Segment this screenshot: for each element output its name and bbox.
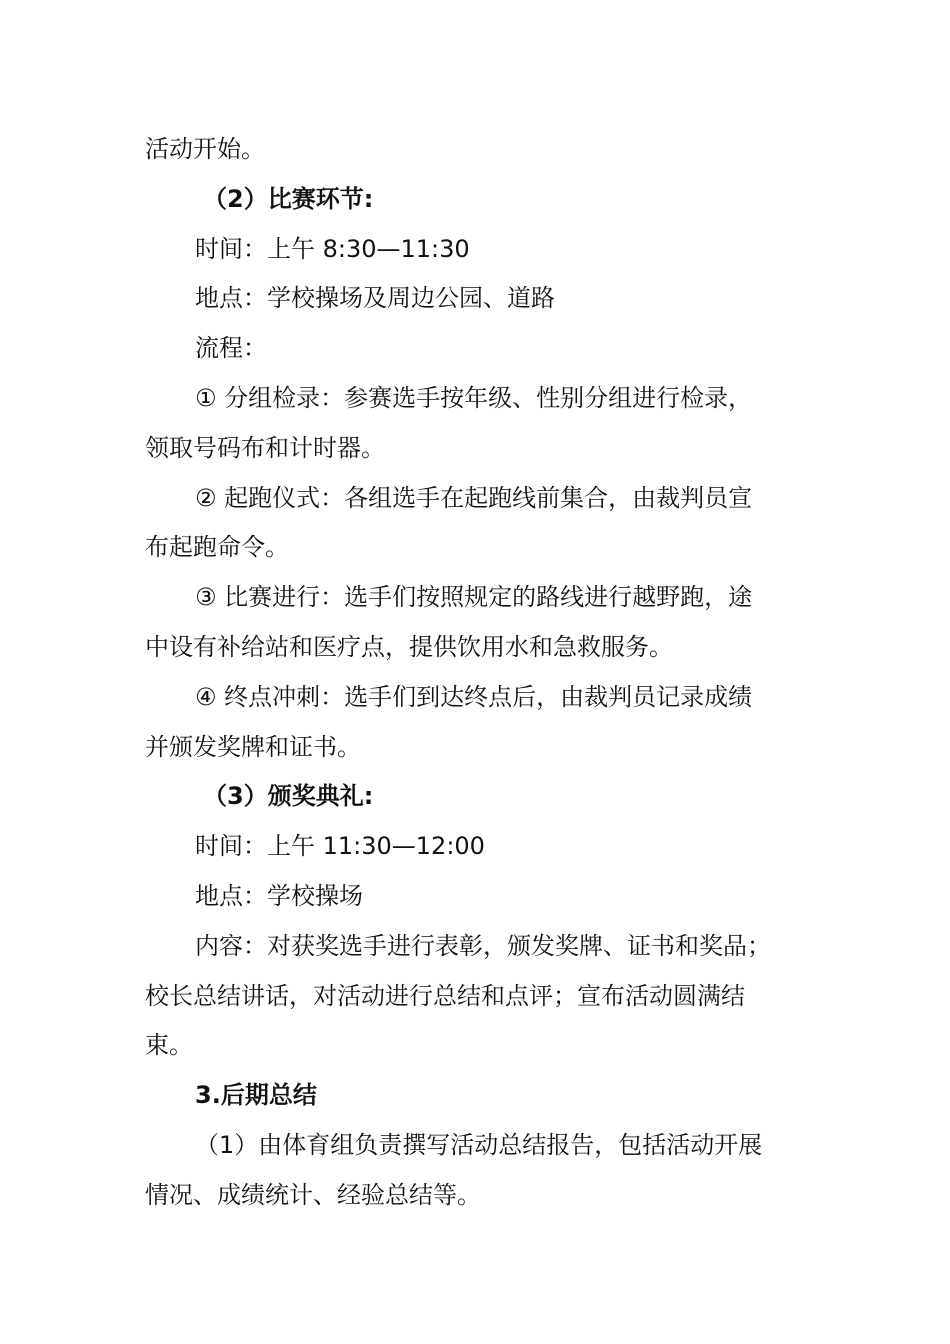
paragraph-line: 地点：学校操场 (195, 881, 363, 910)
paragraph-line: 情况、成绩统计、经验总结等。 (145, 1180, 481, 1209)
paragraph-line: 领取号码布和计时器。 (145, 433, 385, 462)
paragraph-line: 束。 (145, 1031, 193, 1060)
paragraph-line: 并颁发奖牌和证书。 (145, 732, 361, 761)
paragraph-line: ④ 终点冲刺：选手们到达终点后，由裁判员记录成绩 (195, 682, 753, 711)
paragraph-line: 布起跑命令。 (145, 533, 289, 562)
paragraph-line: 时间：上午 8:30—11:30 (195, 234, 470, 263)
paragraph-line: 地点：学校操场及周边公园、道路 (195, 284, 555, 313)
section-heading: （2）比赛环节: (203, 184, 374, 213)
paragraph-line: 活动开始。 (145, 135, 265, 163)
paragraph-line: ① 分组检录：参赛选手按年级、性别分组进行检录， (195, 383, 753, 412)
document-body (145, 125, 825, 1221)
paragraph-line: ③ 比赛进行：选手们按照规定的路线进行越野跑，途 (195, 583, 753, 612)
paragraph-line: 时间：上午 11:30—12:00 (195, 832, 485, 861)
paragraph-line: ② 起跑仪式：各组选手在起跑线前集合，由裁判员宣 (195, 483, 753, 512)
paragraph-line: 流程： (195, 334, 267, 363)
paragraph-line: 内容：对获奖选手进行表彰，颁发奖牌、证书和奖品； (195, 931, 771, 960)
paragraph-line: （1）由体育组负责撰写活动总结报告，包括活动开展 (195, 1130, 763, 1159)
section-heading: （3）颁奖典礼: (203, 782, 374, 811)
paragraph-line: 中设有补给站和医疗点，提供饮用水和急救服务。 (145, 632, 673, 661)
paragraph-line: 校长总结讲话，对活动进行总结和点评；宣布活动圆满结 (145, 981, 745, 1010)
section-heading: 3.后期总结 (195, 1081, 317, 1110)
